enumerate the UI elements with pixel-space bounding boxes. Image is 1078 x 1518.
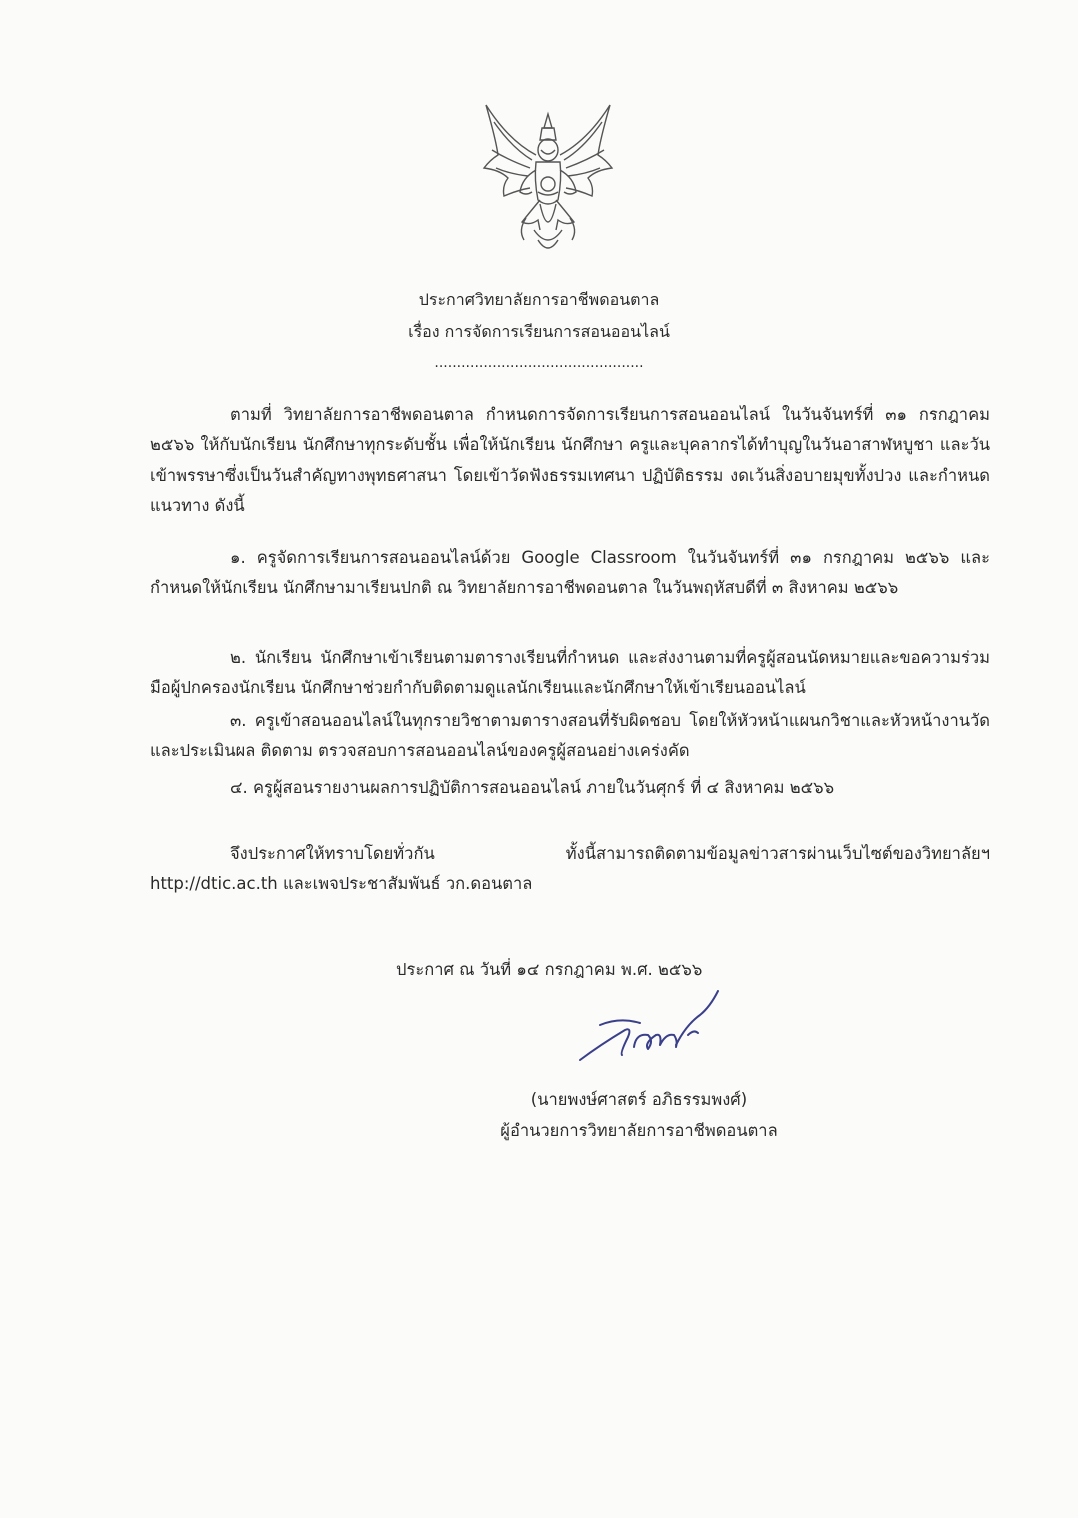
announcement-subject-text: เรื่อง การจัดการเรียนการสอนออนไลน์: [408, 322, 670, 341]
garuda-emblem-icon: [478, 100, 618, 260]
signer-title: ผู้อำนวยการวิทยาลัยการอาชีพดอนตาล: [500, 1121, 778, 1140]
list-item-1: ๑. ครูจัดการเรียนการสอนออนไลน์ด้วย Google Classroom ในวันจันทร์ที่ ๓๑ กรกฎาคม ๒๕๖๖ และกำหนดให้นักเรียน นักศึกษามาเรียนปกติ ณ วิทยาลัยการอาชีพดอนตาล ในวันพฤหัสบดีที่ ๓ สิงหาคม ๒๕๖๖: [150, 547, 990, 597]
list-item-3: ๓. ครูเข้าสอนออนไลน์ในทุกรายวิชาตามตารางสอนที่รับผิดชอบ โดยให้หัวหน้าแผนกวิชาและหัวหน้างานวัดและประเมินผล ติดตาม ตรวจสอบการสอนออนไลน์ของครูผู้สอนอย่างเคร่งคัด: [150, 710, 990, 760]
list-item-4: ๔. ครูผู้สอนรายงานผลการปฏิบัติการสอนออนไลน์ ภายในวันศุกร์ ที่ ๔ สิงหาคม ๒๕๖๖: [230, 777, 835, 797]
announcement-title: [0, 289, 1078, 311]
closing-paragraph: จึงประกาศให้ทราบโดยทั่วกัน ทั้งนี้สามารถติดตามข้อมูลข่าวสารผ่านเว็บไซต์ของวิทยาลัยฯ http://dtic.ac.th และเพจประชาสัมพันธ์ วก.ดอนตาล: [150, 843, 990, 893]
list-item-2: ๒. นักเรียน นักศึกษาเข้าเรียนตามตารางเรียนที่กำหนด และส่งงานตามที่ครูผู้สอนนัดหมายและขอความร่วมมือผู้ปกครองนักเรียน นักศึกษาช่วยกำกับติดตามดูแลนักเรียนและนักศึกษาให้เข้าเรียนออนไลน์: [150, 647, 990, 697]
announcement-title-text: ประกาศวิทยาลัยการอาชีพดอนตาล: [418, 290, 660, 309]
announcement-subject: [0, 321, 1078, 343]
header-separator: [0, 352, 1078, 374]
intro-paragraph: ตามที่ วิทยาลัยการอาชีพดอนตาล กำหนดการจัดการเรียนการสอนออนไลน์ ในวันจันทร์ที่ ๓๑ กรกฎาคม ๒๕๖๖ ให้กับนักเรียน นักศึกษาทุกระดับชั้น เพื่อให้นักเรียน นักศึกษา ครูและบุคลากรได้ทำบุญในวันอาสาฬหบูชา และวันเข้าพรรษาซึ่งเป็นวันสำคัญทางพุทธศาสนา โดยเข้าวัดฟังธรรมเทศนา ปฏิบัติธรรม งดเว้นสิ่งอบายมุขทั้งปวง และกำหนดแนวทาง ดังนี้: [150, 404, 990, 515]
header-separator-dots: ...............................................: [434, 355, 644, 371]
announcement-date: ประกาศ ณ วันที่ ๑๔ กรกฎาคม พ.ศ. ๒๕๖๖: [396, 960, 703, 979]
signer-name: (นายพงษ์ศาสตร์ อภิธรรมพงศ์): [530, 1090, 748, 1109]
handwritten-signature: [570, 985, 770, 1070]
